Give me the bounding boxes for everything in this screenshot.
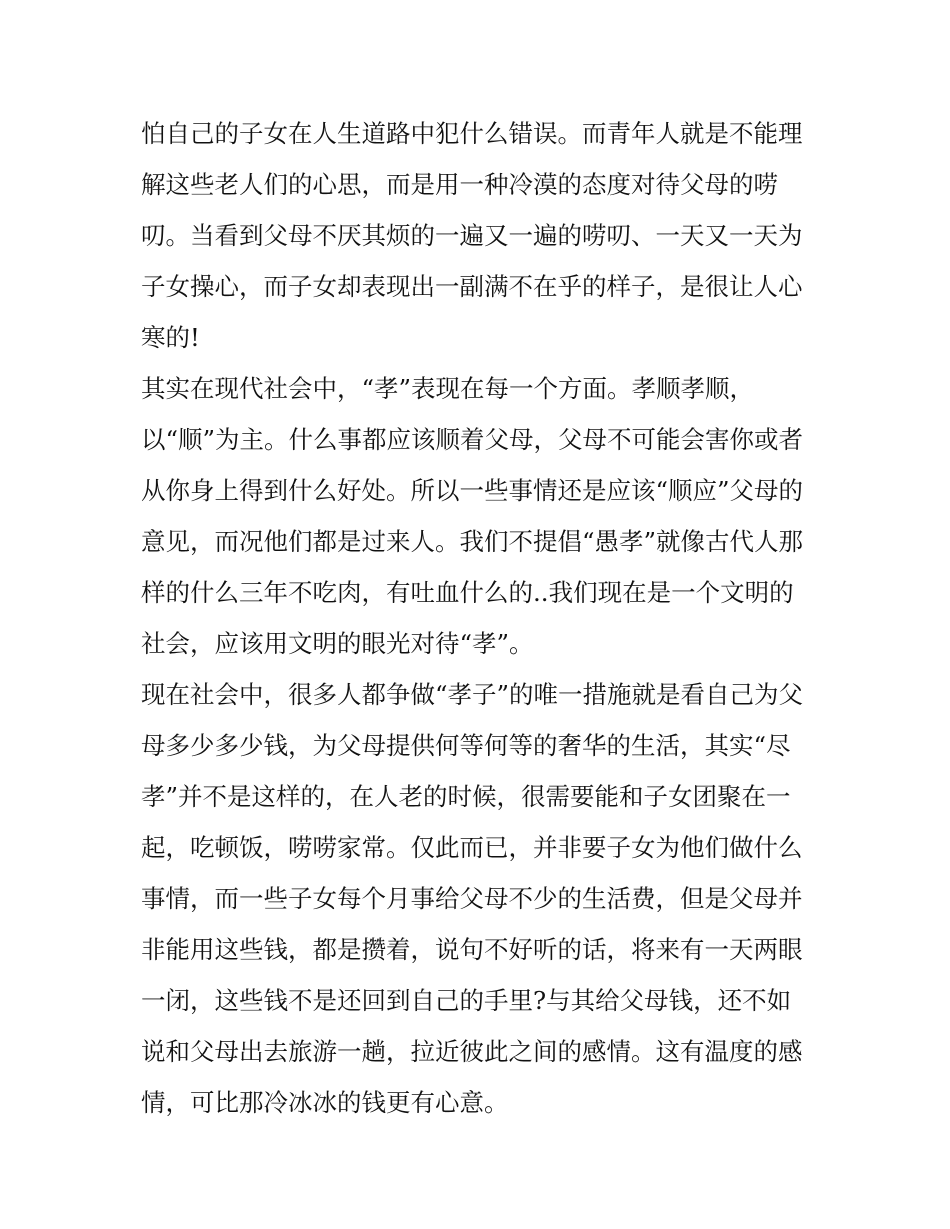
text-line: 情，可比那冷冰冰的钱更有心意。 bbox=[141, 1088, 509, 1117]
text-line: 从你身上得到什么好处。所以一些事情还是应该“顺应”父母的 bbox=[141, 476, 804, 505]
text-line: 现在社会中，很多人都争做“孝子”的唯一措施就是看自己为父 bbox=[141, 680, 804, 709]
text-line: 孝”并不是这样的，在人老的时候，很需要能和子女团聚在一 bbox=[141, 782, 791, 811]
text-line: 一闭，这些钱不是还回到自己的手里?与其给父母钱，还不如 bbox=[141, 986, 792, 1015]
text-line: 其实在现代社会中，“孝”表现在每一个方面。孝顺孝顺， bbox=[141, 374, 755, 403]
text-line: 子女操心，而子女却表现出一副满不在乎的样子，是很让人心 bbox=[141, 272, 803, 301]
body-text bbox=[141, 108, 821, 1128]
text-line: 母多少多少钱，为父母提供何等何等的奢华的生活，其实“尽 bbox=[141, 731, 791, 760]
text-line: 以“顺”为主。什么事都应该顺着父母，父母不可能会害你或者 bbox=[141, 425, 804, 454]
text-line: 非能用这些钱，都是攒着，说句不好听的话，将来有一天两眼 bbox=[141, 935, 803, 964]
text-line: 事情，而一些子女每个月事给父母不少的生活费，但是父母并 bbox=[141, 884, 803, 913]
text-line: 社会，应该用文明的眼光对待“孝”。 bbox=[141, 629, 534, 658]
text-line: 解这些老人们的心思，而是用一种冷漠的态度对待父母的唠 bbox=[141, 170, 778, 199]
text-line: 寒的! bbox=[141, 323, 200, 352]
text-line: 叨。当看到父母不厌其烦的一遍又一遍的唠叨、一天又一天为 bbox=[141, 221, 803, 250]
text-line: 样的什么三年不吃肉，有吐血什么的..我们现在是一个文明的 bbox=[141, 578, 794, 607]
text-line: 怕自己的子女在人生道路中犯什么错误。而青年人就是不能理 bbox=[141, 119, 803, 148]
text-line: 意见，而况他们都是过来人。我们不提倡“愚孝”就像古代人那 bbox=[141, 527, 804, 556]
text-line: 说和父母出去旅游一趟，拉近彼此之间的感情。这有温度的感 bbox=[141, 1037, 803, 1066]
text-line: 起，吃顿饭，唠唠家常。仅此而已，并非要子女为他们做什么 bbox=[141, 833, 803, 862]
